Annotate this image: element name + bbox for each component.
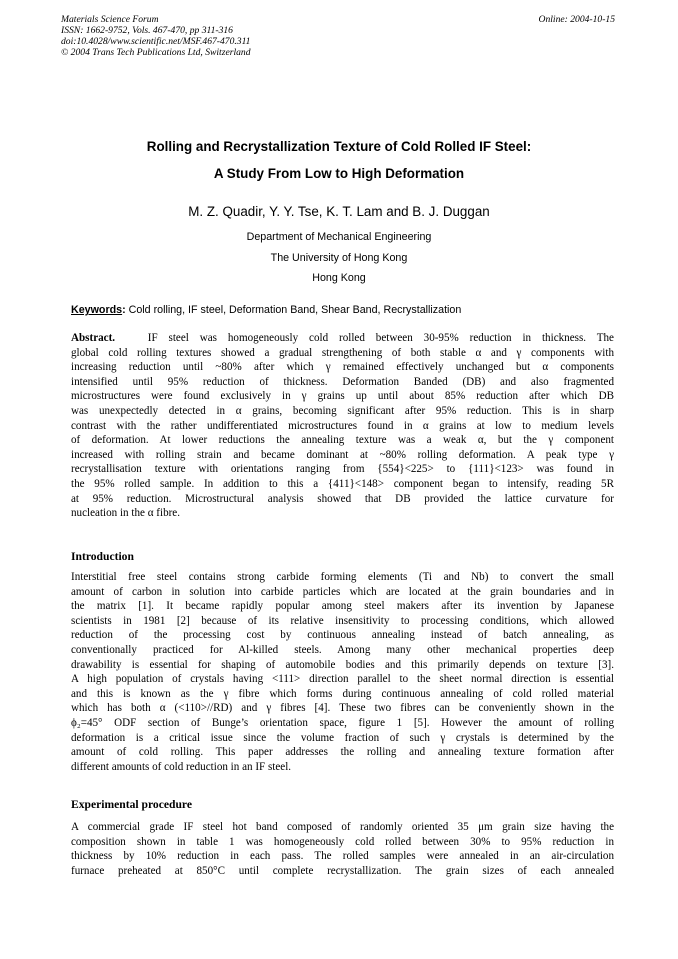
abstract-line: nucleation in the α fibre. xyxy=(71,507,181,520)
online-date: Online: 2004-10-15 xyxy=(538,14,615,25)
abstract-line: of deformation. At lower reductions the annealing texture was a weak α, but the γ component xyxy=(71,434,614,447)
body-line: and this is known as the γ fibre which forms during continuous annealing of cold rolled material xyxy=(71,687,614,700)
authors: M. Z. Quadir, Y. Y. Tse, K. T. Lam and B. J. Duggan xyxy=(188,204,490,219)
body-line: furnace preheated at 850°C until complete recrystallization. The grain sizes of each annealed xyxy=(71,864,614,877)
abstract-line: was unexpectedly detected in α grains, becoming significant after 95% reduction. This is in sharp xyxy=(71,404,614,417)
introduction-body xyxy=(71,570,614,774)
department: Department of Mechanical Engineering xyxy=(246,231,432,243)
abstract-line: recrystallisation texture with orientations ranging from {554}<225> to {111}<123> was found in xyxy=(71,463,614,476)
introduction-heading: Introduction xyxy=(71,550,134,563)
body-line: scientists in 1981 [2] because of its relative insensitivity to processing conditions, which allowed xyxy=(71,614,614,627)
body-line: ϕ₂=45° ODF section of Bunge’s orientation space, figure 1 [5]. However the amount of rolling xyxy=(71,716,614,729)
body-line: Interstitial free steel contains strong carbide forming elements (Ti and Nb) to convert the small xyxy=(71,571,614,583)
paper-title xyxy=(40,133,638,187)
body-line: A commercial grade IF steel hot band composed of randomly oriented 35 μm grain size having the xyxy=(71,821,614,833)
body-line: the matrix [1]. It became rapidly popular among steel makers after its invention by Japanese xyxy=(71,600,614,613)
copyright: © 2004 Trans Tech Publications Ltd, Switzerland xyxy=(61,47,251,58)
publication-header xyxy=(61,14,361,58)
abstract-line: the 95% rolled sample. In addition to this a {411}<148> component began to intensify, reading 5R xyxy=(71,477,614,490)
city: Hong Kong xyxy=(312,272,366,284)
body-line: composition shown in table 1 was homogeneously cold rolled between 30% to 95% reduction in xyxy=(71,835,614,848)
keywords-label: Keywords xyxy=(71,304,123,316)
body-line: conventionally practiced for Al-killed steels. Among many other mechanical properties deep xyxy=(71,643,614,656)
body-line: A high population of crystals having <111> direction parallel to the sheet normal direction is essential xyxy=(71,673,614,686)
abstract-line: increased with rolling strain and became dominant at ~80% rolling deformation. A peak type γ xyxy=(71,448,614,461)
body-line: different amounts of cold reduction in an IF steel. xyxy=(71,760,292,773)
abstract-line: Abstract. IF steel was homogeneously cold rolled between 30-95% reduction in thickness. The xyxy=(71,332,614,344)
abstract-line: intensified until 95% reduction of thickness. Deformation Banded (DB) and also fragmented xyxy=(71,375,614,388)
body-line: deformation is a critical issue since the volume fraction of such γ crystals is determined by the xyxy=(71,731,614,744)
issn: ISSN: 1662-9752, Vols. 467-470, pp 311-316 xyxy=(61,25,233,36)
abstract-line: global cold rolling textures showed a gradual strengthening of both stable α and γ components with xyxy=(71,346,614,359)
body-line: drawability is essential for shaping of automobile bodies and this primarily depends on texture [3]. xyxy=(71,658,614,671)
body-line: amount of carbon in solution into carbide particles which are located at the grain boundaries and in xyxy=(71,585,614,598)
body-line: which has both α (<110>//RD) and γ fibres [4]. These two fibres can be conveniently shown in the xyxy=(71,702,614,715)
keywords-text: Cold rolling, IF steel, Deformation Band, Shear Band, Recrystallization xyxy=(128,304,462,316)
title-line-1: Rolling and Recrystallization Texture of Cold Rolled IF Steel: xyxy=(146,139,532,154)
journal-name: Materials Science Forum xyxy=(61,14,159,25)
body-line: thickness by 10% reduction in each pass. The rolled samples were annealed in an air-circulation xyxy=(71,850,614,863)
body-line: reduction of the processing cost by continuous annealing instead of batch annealing, as xyxy=(71,629,614,642)
university: The University of Hong Kong xyxy=(270,251,408,264)
abstract-line: microstructures were found exclusively in γ grains up until about 85% reduction after which DB xyxy=(71,390,614,403)
doi: doi:10.4028/www.scientific.net/MSF.467-470.311 xyxy=(61,36,251,47)
abstract xyxy=(71,331,614,521)
abstract-line: at 95% reduction. Microstructural analysis showed that DB provided the lattice curvature for xyxy=(71,492,614,505)
affiliation xyxy=(40,227,638,289)
abstract-label: Abstract. xyxy=(71,332,116,344)
body-line: amount of cold rolling. This paper addresses the rolling and annealing texture formation after xyxy=(71,746,614,759)
title-line-2: A Study From Low to High Deformation xyxy=(213,166,465,181)
abstract-line: increasing reduction until ~80% after which γ remained effectively unchanged but α components xyxy=(71,361,614,374)
abstract-line: contrast with the rather undifferentiated microstructures found in α grains at low to medium levels xyxy=(71,419,614,432)
experimental-heading: Experimental procedure xyxy=(71,798,192,811)
experimental-body xyxy=(71,820,614,878)
keywords: Keywords: Cold rolling, IF steel, Deformation Band, Shear Band, Recrystallization xyxy=(71,304,462,316)
